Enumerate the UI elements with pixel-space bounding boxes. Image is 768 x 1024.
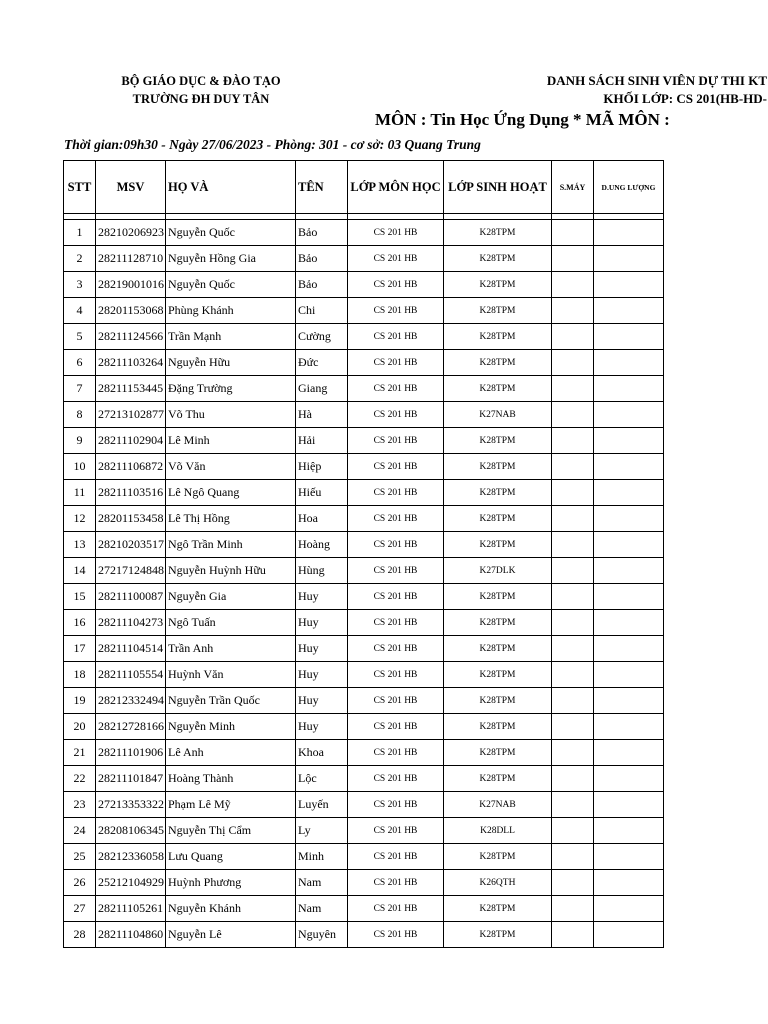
cell-so-may (552, 558, 594, 584)
cell-ten: Bảo (296, 220, 348, 246)
cell-lop-mon-hoc: CS 201 HB (348, 792, 444, 818)
cell-ho: Võ Thu (166, 402, 296, 428)
cell-ho: Nguyễn Lê (166, 922, 296, 948)
cell-ho: Ngô Tuấn (166, 610, 296, 636)
table-row (64, 376, 664, 402)
exam-time-line: Thời gian:09h30 - Ngày 27/06/2023 - Phòng: 301 - cơ sở: 03 Quang Trung (64, 137, 481, 152)
cell-lop-sinh-hoat: K28TPM (444, 376, 552, 402)
col-header-ten: TÊN (296, 161, 348, 214)
cell-stt: 11 (64, 480, 96, 506)
cell-msv: 27213102877 (96, 402, 166, 428)
cell-so-may (552, 844, 594, 870)
cell-dung-luong (594, 298, 664, 324)
table-row (64, 532, 664, 558)
cell-msv: 25212104929 (96, 870, 166, 896)
cell-lop-sinh-hoat: K28TPM (444, 662, 552, 688)
table-row (64, 870, 664, 896)
cell-ten: Ly (296, 818, 348, 844)
cell-lop-mon-hoc: CS 201 HB (348, 922, 444, 948)
table-row (64, 506, 664, 532)
cell-stt: 14 (64, 558, 96, 584)
cell-so-may (552, 662, 594, 688)
subject-line: MÔN : Tin Học Ứng Dụng * MÃ MÔN : (375, 110, 670, 129)
col-header-msv: MSV (96, 161, 166, 214)
cell-lop-mon-hoc: CS 201 HB (348, 246, 444, 272)
university-name: TRƯỜNG ĐH DUY TÂN (132, 92, 270, 106)
cell-ten: Hà (296, 402, 348, 428)
cell-ho: Huỳnh Phương (166, 870, 296, 896)
cell-lop-sinh-hoat: K28TPM (444, 610, 552, 636)
cell-dung-luong (594, 636, 664, 662)
cell-lop-mon-hoc: CS 201 HB (348, 662, 444, 688)
cell-dung-luong (594, 350, 664, 376)
table-row (64, 324, 664, 350)
cell-stt: 17 (64, 636, 96, 662)
cell-ten: Huy (296, 610, 348, 636)
table-row (64, 792, 664, 818)
cell-ten: Hùng (296, 558, 348, 584)
cell-so-may (552, 350, 594, 376)
cell-stt: 12 (64, 506, 96, 532)
cell-ten: Khoa (296, 740, 348, 766)
cell-ten: Huy (296, 584, 348, 610)
table-row (64, 922, 664, 948)
cell-ho: Nguyễn Hữu (166, 350, 296, 376)
cell-msv: 28211104273 (96, 610, 166, 636)
document-title-block (323, 72, 767, 108)
cell-ten: Huy (296, 688, 348, 714)
cell-stt: 3 (64, 272, 96, 298)
cell-ho: Phạm Lê Mỹ (166, 792, 296, 818)
cell-ten: Hiệp (296, 454, 348, 480)
cell-stt: 5 (64, 324, 96, 350)
cell-so-may (552, 220, 594, 246)
cell-msv: 28211101906 (96, 740, 166, 766)
cell-lop-sinh-hoat: K27NAB (444, 402, 552, 428)
cell-dung-luong (594, 454, 664, 480)
table-row (64, 896, 664, 922)
col-header-ho: HỌ VÀ (166, 161, 296, 214)
list-title: DANH SÁCH SINH VIÊN DỰ THI KT (546, 73, 767, 88)
table-row (64, 766, 664, 792)
cell-stt: 6 (64, 350, 96, 376)
cell-lop-mon-hoc: CS 201 HB (348, 376, 444, 402)
cell-ten: Đức (296, 350, 348, 376)
cell-ho: Lê Minh (166, 428, 296, 454)
cell-lop-sinh-hoat: K28TPM (444, 220, 552, 246)
cell-ho: Lê Ngô Quang (166, 480, 296, 506)
cell-dung-luong (594, 272, 664, 298)
table-row (64, 428, 664, 454)
cell-so-may (552, 896, 594, 922)
cell-so-may (552, 246, 594, 272)
cell-msv: 28211101847 (96, 766, 166, 792)
cell-so-may (552, 272, 594, 298)
cell-lop-sinh-hoat: K28TPM (444, 454, 552, 480)
cell-so-may (552, 428, 594, 454)
cell-dung-luong (594, 376, 664, 402)
col-header-dung-luong: D.UNG LƯỢNG (594, 161, 664, 214)
col-header-lop-mon-hoc: LỚP MÔN HỌC (348, 161, 444, 214)
cell-lop-mon-hoc: CS 201 HB (348, 298, 444, 324)
cell-dung-luong (594, 766, 664, 792)
cell-dung-luong (594, 896, 664, 922)
cell-stt: 9 (64, 428, 96, 454)
cell-stt: 8 (64, 402, 96, 428)
cell-lop-sinh-hoat: K28TPM (444, 246, 552, 272)
cell-msv: 28211102904 (96, 428, 166, 454)
cell-ten: Hiếu (296, 480, 348, 506)
cell-dung-luong (594, 246, 664, 272)
table-row (64, 246, 664, 272)
cell-lop-mon-hoc: CS 201 HB (348, 532, 444, 558)
cell-so-may (552, 792, 594, 818)
table-row (64, 454, 664, 480)
cell-ho: Nguyễn Trần Quốc (166, 688, 296, 714)
table-row (64, 818, 664, 844)
cell-lop-sinh-hoat: K28TPM (444, 766, 552, 792)
cell-lop-mon-hoc: CS 201 HB (348, 688, 444, 714)
cell-so-may (552, 298, 594, 324)
cell-ten: Huy (296, 714, 348, 740)
cell-dung-luong (594, 480, 664, 506)
cell-msv: 28211104514 (96, 636, 166, 662)
cell-dung-luong (594, 532, 664, 558)
cell-so-may (552, 688, 594, 714)
cell-stt: 10 (64, 454, 96, 480)
cell-msv: 28211153445 (96, 376, 166, 402)
cell-lop-sinh-hoat: K28TPM (444, 272, 552, 298)
table-header-row (64, 161, 664, 214)
cell-ho: Nguyễn Huỳnh Hữu (166, 558, 296, 584)
cell-ho: Võ Văn (166, 454, 296, 480)
cell-lop-mon-hoc: CS 201 HB (348, 818, 444, 844)
cell-stt: 28 (64, 922, 96, 948)
table-row (64, 298, 664, 324)
cell-so-may (552, 922, 594, 948)
cell-lop-sinh-hoat: K28TPM (444, 636, 552, 662)
cell-lop-mon-hoc: CS 201 HB (348, 324, 444, 350)
cell-ho: Hoàng Thành (166, 766, 296, 792)
cell-lop-sinh-hoat: K28TPM (444, 688, 552, 714)
cell-ten: Cường (296, 324, 348, 350)
cell-lop-sinh-hoat: K28TPM (444, 844, 552, 870)
cell-stt: 13 (64, 532, 96, 558)
table-row (64, 402, 664, 428)
cell-ho: Ngô Trần Minh (166, 532, 296, 558)
cell-lop-sinh-hoat: K28TPM (444, 714, 552, 740)
cell-dung-luong (594, 662, 664, 688)
cell-msv: 28211128710 (96, 246, 166, 272)
col-header-lop-sinh-hoat: LỚP SINH HOẠT (444, 161, 552, 214)
cell-msv: 28201153458 (96, 506, 166, 532)
cell-msv: 27217124848 (96, 558, 166, 584)
cell-lop-sinh-hoat: K28TPM (444, 324, 552, 350)
cell-ten: Bảo (296, 272, 348, 298)
cell-lop-mon-hoc: CS 201 HB (348, 610, 444, 636)
cell-stt: 24 (64, 818, 96, 844)
cell-lop-mon-hoc: CS 201 HB (348, 272, 444, 298)
cell-lop-mon-hoc: CS 201 HB (348, 636, 444, 662)
institution-header (95, 72, 307, 108)
cell-lop-mon-hoc: CS 201 HB (348, 220, 444, 246)
cell-dung-luong (594, 428, 664, 454)
cell-dung-luong (594, 220, 664, 246)
cell-msv: 27213353322 (96, 792, 166, 818)
cell-msv: 28211106872 (96, 454, 166, 480)
cell-so-may (552, 766, 594, 792)
cell-ho: Nguyễn Gia (166, 584, 296, 610)
cell-dung-luong (594, 870, 664, 896)
table-row (64, 272, 664, 298)
student-roster-table (63, 160, 664, 948)
cell-stt: 21 (64, 740, 96, 766)
cell-dung-luong (594, 818, 664, 844)
cell-so-may (552, 714, 594, 740)
cell-lop-sinh-hoat: K28TPM (444, 298, 552, 324)
cell-dung-luong (594, 584, 664, 610)
cell-so-may (552, 636, 594, 662)
cell-ten: Lộc (296, 766, 348, 792)
cell-ten: Giang (296, 376, 348, 402)
cell-ho: Nguyễn Khánh (166, 896, 296, 922)
cell-ten: Bảo (296, 246, 348, 272)
table-row (64, 688, 664, 714)
cell-ho: Lưu Quang (166, 844, 296, 870)
cell-so-may (552, 740, 594, 766)
cell-so-may (552, 376, 594, 402)
cell-ten: Nguyên (296, 922, 348, 948)
cell-ho: Phùng Khánh (166, 298, 296, 324)
cell-stt: 20 (64, 714, 96, 740)
cell-stt: 4 (64, 298, 96, 324)
cell-so-may (552, 584, 594, 610)
ministry-name: BỘ GIÁO DỤC & ĐÀO TẠO (121, 74, 281, 88)
col-header-so-may: S.MÁY (552, 161, 594, 214)
cell-msv: 28210206923 (96, 220, 166, 246)
cell-dung-luong (594, 922, 664, 948)
cell-lop-sinh-hoat: K28DLL (444, 818, 552, 844)
cell-stt: 26 (64, 870, 96, 896)
cell-lop-sinh-hoat: K28TPM (444, 532, 552, 558)
table-row (64, 480, 664, 506)
cell-dung-luong (594, 506, 664, 532)
cell-stt: 7 (64, 376, 96, 402)
cell-so-may (552, 402, 594, 428)
cell-lop-mon-hoc: CS 201 HB (348, 740, 444, 766)
cell-lop-mon-hoc: CS 201 HB (348, 714, 444, 740)
cell-msv: 28211103516 (96, 480, 166, 506)
cell-ten: Nam (296, 896, 348, 922)
cell-lop-mon-hoc: CS 201 HB (348, 428, 444, 454)
cell-lop-sinh-hoat: K28TPM (444, 428, 552, 454)
table-row (64, 844, 664, 870)
cell-stt: 22 (64, 766, 96, 792)
cell-ten: Hải (296, 428, 348, 454)
cell-ho: Lê Anh (166, 740, 296, 766)
cell-so-may (552, 454, 594, 480)
cell-msv: 28211103264 (96, 350, 166, 376)
cell-ho: Nguyễn Minh (166, 714, 296, 740)
cell-dung-luong (594, 324, 664, 350)
cell-msv: 28211100087 (96, 584, 166, 610)
table-row (64, 740, 664, 766)
table-row (64, 662, 664, 688)
cell-lop-mon-hoc: CS 201 HB (348, 454, 444, 480)
cell-lop-sinh-hoat: K27DLK (444, 558, 552, 584)
cell-lop-mon-hoc: CS 201 HB (348, 480, 444, 506)
cell-msv: 28212728166 (96, 714, 166, 740)
cell-lop-sinh-hoat: K28TPM (444, 922, 552, 948)
cell-ho: Nguyễn Hồng Gia (166, 246, 296, 272)
table-row (64, 636, 664, 662)
cell-ten: Minh (296, 844, 348, 870)
table-row (64, 714, 664, 740)
cell-so-may (552, 480, 594, 506)
cell-stt: 2 (64, 246, 96, 272)
cell-stt: 25 (64, 844, 96, 870)
cell-lop-mon-hoc: CS 201 HB (348, 844, 444, 870)
cell-ten: Huy (296, 662, 348, 688)
cell-ten: Chi (296, 298, 348, 324)
cell-dung-luong (594, 714, 664, 740)
cell-lop-sinh-hoat: K28TPM (444, 350, 552, 376)
cell-msv: 28201153068 (96, 298, 166, 324)
table-row (64, 584, 664, 610)
cell-lop-mon-hoc: CS 201 HB (348, 350, 444, 376)
cell-dung-luong (594, 610, 664, 636)
class-block: KHỐI LỚP: CS 201(HB-HD- (603, 91, 767, 106)
cell-stt: 16 (64, 610, 96, 636)
cell-msv: 28219001016 (96, 272, 166, 298)
cell-dung-luong (594, 792, 664, 818)
cell-stt: 15 (64, 584, 96, 610)
cell-lop-sinh-hoat: K28TPM (444, 584, 552, 610)
cell-lop-mon-hoc: CS 201 HB (348, 558, 444, 584)
cell-so-may (552, 532, 594, 558)
cell-ten: Luyến (296, 792, 348, 818)
cell-msv: 28212332494 (96, 688, 166, 714)
cell-stt: 27 (64, 896, 96, 922)
cell-dung-luong (594, 844, 664, 870)
cell-dung-luong (594, 402, 664, 428)
table-row (64, 610, 664, 636)
cell-ho: Đặng Trường (166, 376, 296, 402)
cell-lop-sinh-hoat: K28TPM (444, 506, 552, 532)
cell-ten: Hoa (296, 506, 348, 532)
col-header-stt: STT (64, 161, 96, 214)
cell-lop-mon-hoc: CS 201 HB (348, 896, 444, 922)
cell-lop-sinh-hoat: K28TPM (444, 896, 552, 922)
cell-ho: Nguyễn Quốc (166, 272, 296, 298)
cell-ten: Nam (296, 870, 348, 896)
cell-ho: Nguyễn Quốc (166, 220, 296, 246)
cell-stt: 23 (64, 792, 96, 818)
cell-lop-sinh-hoat: K27NAB (444, 792, 552, 818)
cell-so-may (552, 506, 594, 532)
cell-lop-mon-hoc: CS 201 HB (348, 506, 444, 532)
cell-dung-luong (594, 558, 664, 584)
table-row (64, 558, 664, 584)
cell-dung-luong (594, 740, 664, 766)
cell-ho: Huỳnh Văn (166, 662, 296, 688)
cell-msv: 28211105261 (96, 896, 166, 922)
cell-ten: Hoàng (296, 532, 348, 558)
cell-lop-mon-hoc: CS 201 HB (348, 766, 444, 792)
cell-msv: 28212336058 (96, 844, 166, 870)
table-row (64, 220, 664, 246)
cell-ho: Nguyễn Thị Cẩm (166, 818, 296, 844)
cell-lop-sinh-hoat: K26QTH (444, 870, 552, 896)
cell-so-may (552, 324, 594, 350)
cell-ho: Trần Mạnh (166, 324, 296, 350)
cell-stt: 19 (64, 688, 96, 714)
cell-so-may (552, 610, 594, 636)
cell-stt: 1 (64, 220, 96, 246)
cell-so-may (552, 818, 594, 844)
cell-so-may (552, 870, 594, 896)
cell-dung-luong (594, 688, 664, 714)
cell-lop-sinh-hoat: K28TPM (444, 480, 552, 506)
cell-msv: 28211104860 (96, 922, 166, 948)
cell-msv: 28210203517 (96, 532, 166, 558)
cell-msv: 28211124566 (96, 324, 166, 350)
cell-msv: 28208106345 (96, 818, 166, 844)
cell-stt: 18 (64, 662, 96, 688)
cell-ho: Lê Thị Hồng (166, 506, 296, 532)
table-row (64, 350, 664, 376)
cell-lop-mon-hoc: CS 201 HB (348, 584, 444, 610)
cell-lop-mon-hoc: CS 201 HB (348, 402, 444, 428)
cell-ten: Huy (296, 636, 348, 662)
cell-lop-mon-hoc: CS 201 HB (348, 870, 444, 896)
cell-ho: Trần Anh (166, 636, 296, 662)
cell-msv: 28211105554 (96, 662, 166, 688)
cell-lop-sinh-hoat: K28TPM (444, 740, 552, 766)
